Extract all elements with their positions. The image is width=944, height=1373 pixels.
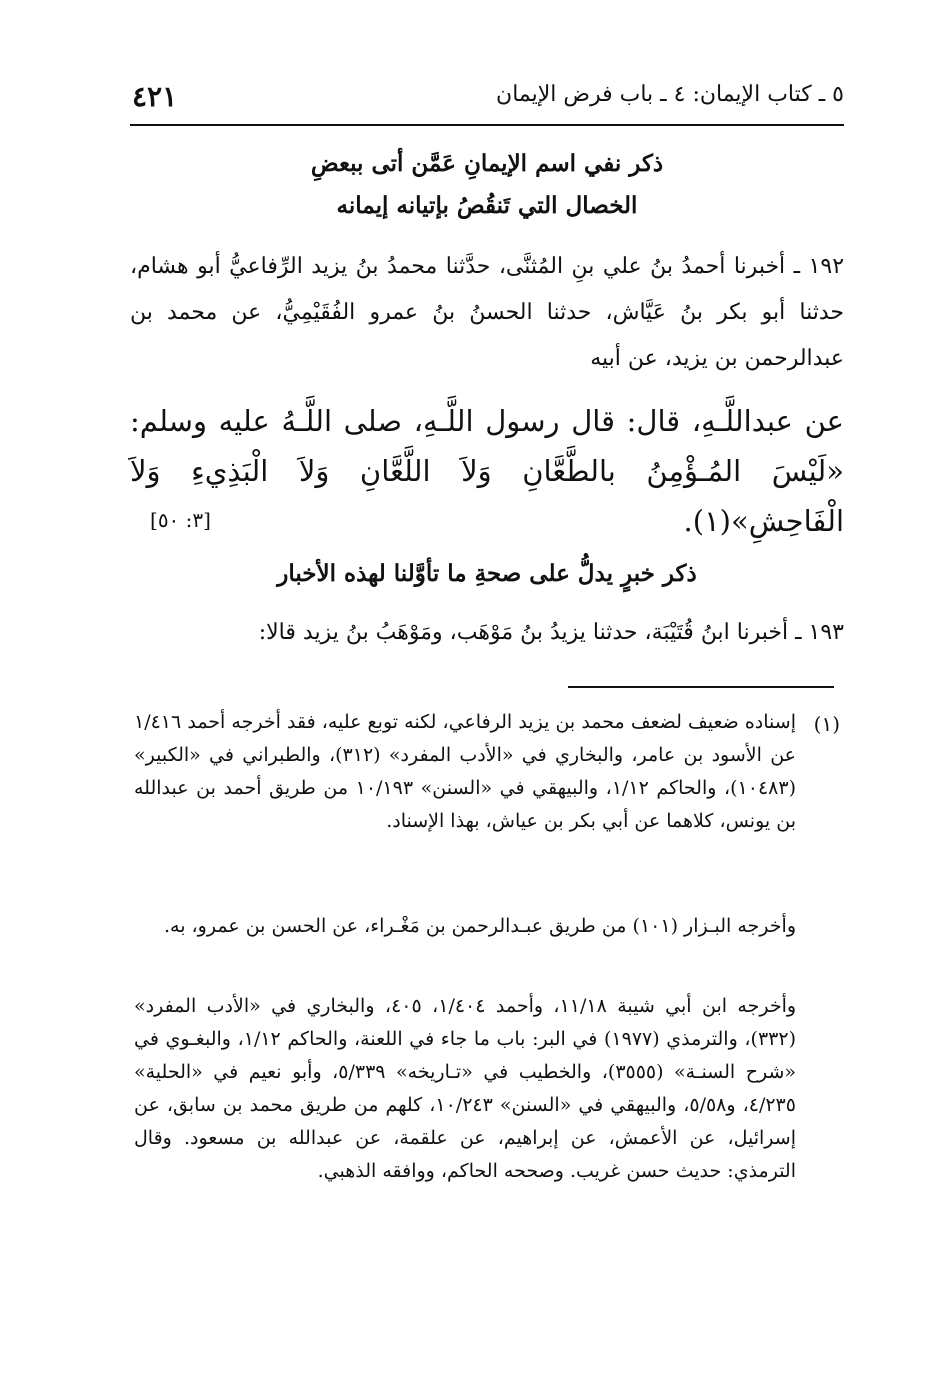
footnote-marker: (١) [813,712,840,736]
hadith-193-isnad: ١٩٣ ـ أخبرنا ابنُ قُتَيْبَة، حدثنا يزيدُ بنُ مَوْهَب، ومَوْهَبُ بنُ يزيد قالا: [258,620,844,645]
section-title-2: ذكر خبرٍ يدلُّ على صحةِ ما تأوَّلنا لهذه الأخبار [277,560,697,587]
section-title-line2: الخصال التي تَنقُصُ بإتيانه إيمانه [336,192,638,219]
hadith-192-isnad: ١٩٢ ـ أخبرنا أحمدُ بنُ علي بنِ المُثنَّى، حدَّثنا محمدُ بنُ يزيد الرِّفاعيُّ أبو هشام، حدثنا أبو بكر بنُ عَيَّاش، حدثنا الحسنُ بنُ عمرو الفُقَيْمِيُّ، عن محمد بن عبدالرحمن بن يزيد، عن أبيه [130,254,845,371]
section-title-line1: ذكر نفي اسم الإيمانِ عَمَّن أتى ببعضِ [310,150,664,177]
footnote-paragraph-1: إسناده ضعيف لضعف محمد بن يزيد الرفاعي، لكنه توبع عليه، فقد أخرجه أحمد ١/٤١٦ عن الأسود بن عامر، والبخاري في «الأدب المفرد» (٣١٢)، والطبراني في «الكبير» (١٠٤٨٣)، والحاكم ١/١٢، والبيهقي في «السنن» ١٠/١٩٣ من طريق أحمد بن عبدالله بن يونس، كلاهما عن أبي بكر بن عياش، بهذا الإسناد. [134,711,796,832]
hadith-192-matn: عن عبداللَّـهِ، قال: قال رسول اللَّـهِ، صلى اللَّـهُ عليه وسلم: «لَيْسَ المُـؤْمِنُ بالطَّعَّانِ وَلاَ اللَّعَّانِ وَلاَ الْبَذِيءِ وَلاَ الْفَاحِشِ»(١). [130,404,844,538]
footnote-paragraph-3: وأخرجه ابن أبي شيبة ١١/١٨، وأحمد ١/٤٠٤، ٤٠٥، والبخاري في «الأدب المفرد» (٣٣٢)، والترمذي (١٩٧٧) في البر: باب ما جاء في اللعنة، والحاكم ١/١٢، والبغـوي في «شرح السنـة» (٣٥٥٥)، والخطيب في «تـاريخه» ٥/٣٣٩، وأبو نعيم في «الحلية» ٤/٢٣٥، و٥/٥٨، والبيهقي في «السنن» ١٠/٢٤٣، كلهم من طريق محمد بن سابق، عن إسرائيل، عن الأعمش، عن إبراهيم، عن علقمة، عن عبدالله بن مسعود. وقال الترمذي: حديث حسن غريب. وصححه الحاكم، ووافقه الذهبي. [134,995,797,1182]
footnote-paragraph-2: وأخرجه البـزار (١٠١) من طريق عبـدالرحمن بن مَغْـراء، عن الحسن بن عمرو، به. [163,915,796,937]
running-header-chapter: ٥ ـ كتاب الإيمان: ٤ ـ باب فرض الإيمان [496,82,844,107]
header-divider [130,124,844,126]
footnote-divider [568,686,834,688]
hadith-192-reference: [٣: ٥٠] [150,508,211,532]
page-number: ٤٢١ [132,80,178,113]
